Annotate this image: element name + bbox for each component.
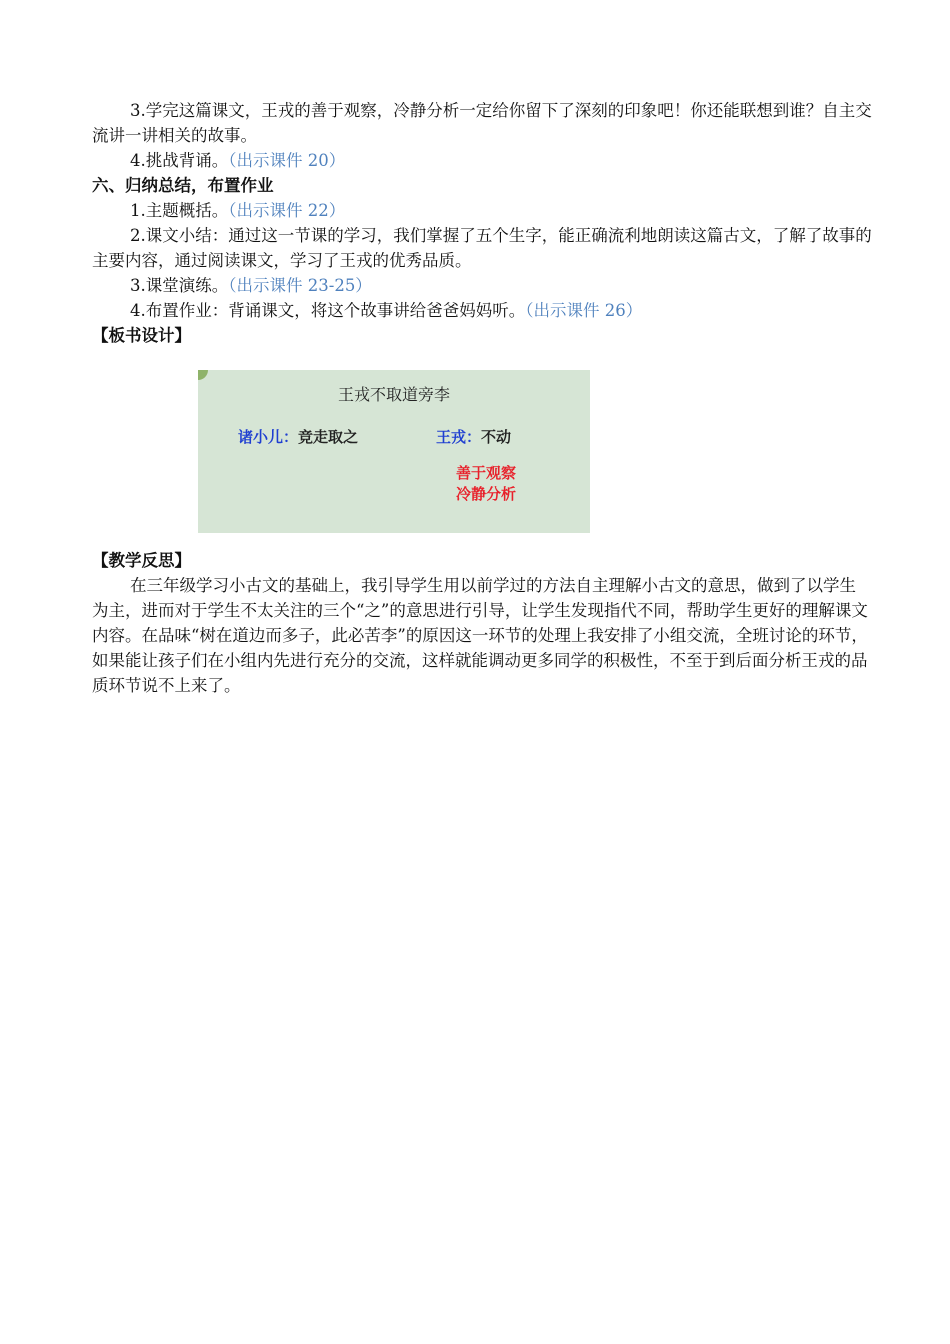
paragraph-6-3 bbox=[92, 273, 872, 298]
item-text: 3.课堂演练。 bbox=[130, 276, 229, 295]
paragraph-6-2: 2.课文小结：通过这一节课的学习，我们掌握了五个生字，能正确流利地朗读这篇古文，了解了故事的主要内容，通过阅读课文，学习了王戎的优秀品质。 bbox=[92, 226, 872, 270]
courseware-link[interactable]: （出示课件 26） bbox=[525, 301, 643, 320]
board-trait-2: 冷静分析 bbox=[456, 485, 517, 503]
board-title: 王戎不取道旁李 bbox=[337, 385, 450, 404]
reflection-heading: 【教学反思】 bbox=[92, 551, 191, 570]
paragraph-6-4 bbox=[92, 298, 872, 323]
paragraph-6-1 bbox=[92, 198, 872, 223]
board-right-value: 不动 bbox=[481, 428, 512, 446]
courseware-link[interactable]: （出示课件 20） bbox=[228, 151, 346, 170]
paragraph-item-4 bbox=[92, 148, 872, 173]
courseware-link[interactable]: （出示课件 22） bbox=[228, 201, 346, 220]
reflection-body: 在三年级学习小古文的基础上，我引导学生用以前学过的方法自主理解小古文的意思，做到了以学生为主，进而对于学生不太关注的三个“之”的意思进行引导，让学生发现指代不同，帮助学生更好的理解课文内容。在品味“树在道边而多子，此必苦李”的原因这一环节的处理上我安排了小组交流，全班讨论的环节，如果能让孩子们在小组内先进行充分的交流，这样就能调动更多同学的积极性，不至于到后面分析王戎的品质环节说不上来了。 bbox=[92, 576, 868, 695]
item-text: 1.主题概括。 bbox=[130, 201, 229, 220]
board-right-label: 王戎： bbox=[436, 428, 482, 446]
section-6-heading: 六、归纳总结，布置作业 bbox=[92, 176, 274, 195]
courseware-link[interactable]: （出示课件 23-25） bbox=[228, 276, 372, 295]
item-text: 4.挑战背诵。 bbox=[130, 151, 229, 170]
section-5-continued bbox=[92, 98, 872, 348]
reflection-section bbox=[92, 548, 872, 698]
leaf-decoration bbox=[198, 370, 208, 380]
board-design-heading: 【板书设计】 bbox=[92, 326, 191, 345]
item-text: 4.布置作业：背诵课文，将这个故事讲给爸爸妈妈听。 bbox=[130, 301, 526, 320]
board-trait-1: 善于观察 bbox=[456, 464, 517, 482]
board-right-entry bbox=[436, 426, 511, 447]
blackboard-image bbox=[198, 370, 590, 533]
board-left-entry bbox=[238, 426, 358, 447]
board-left-value: 竞走取之 bbox=[298, 428, 359, 446]
paragraph-item-3: 3.学完这篇课文，王戎的善于观察，冷静分析一定给你留下了深刻的印象吧！你还能联想到谁？自主交流讲一讲相关的故事。 bbox=[92, 101, 872, 145]
board-left-label: 诸小儿： bbox=[238, 428, 299, 446]
